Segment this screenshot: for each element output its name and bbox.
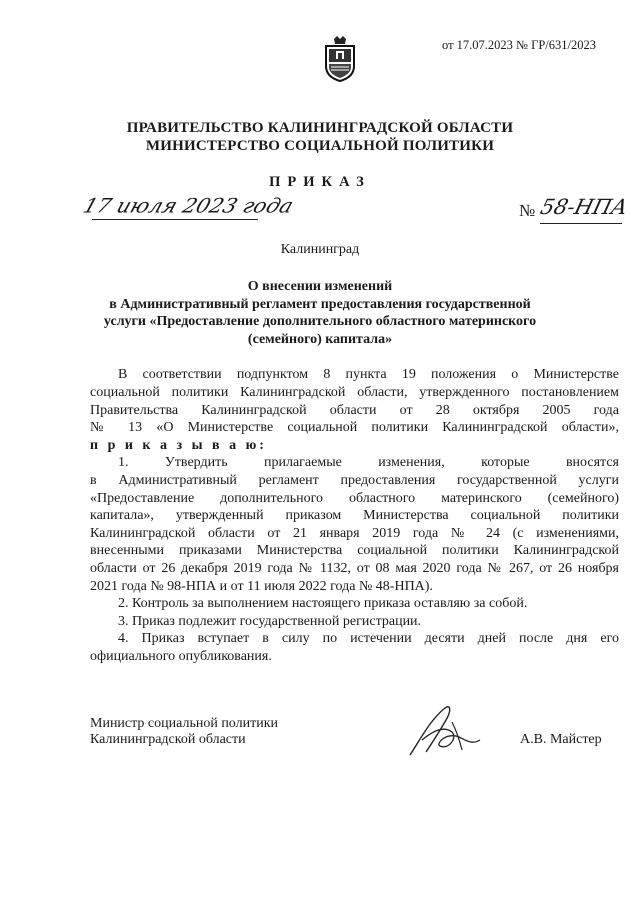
order-subject (100, 278, 540, 348)
number-sign: № (519, 201, 536, 220)
coat-of-arms-icon (323, 36, 357, 82)
body-line: В соответствии подпунктом 8 пункта 19 положения о Министерстве (118, 367, 619, 382)
body-line: 1. Утвердить прилагаемые изменения, которые вносятся (118, 455, 619, 470)
signature-icon (400, 700, 500, 760)
order-keyword-text: п р и к а з ы в а ю: (90, 438, 267, 453)
body-line: внесенными приказами Министерства социальной политики Калининградской (90, 543, 619, 558)
government-title: ПРАВИТЕЛЬСТВО КАЛИНИНГРАДСКОЙ ОБЛАСТИ (126, 120, 514, 136)
body-line: «Предоставление дополнительного областного материнского (семейного) (90, 491, 619, 506)
date-underline (92, 219, 258, 220)
subject-line: (семейного) капитала» (247, 331, 393, 347)
signer-name: А.В. Майстер (520, 732, 602, 747)
subject-line: в Административный регламент предоставления государственной (109, 296, 531, 312)
body-line: 3. Приказ подлежит государственной регистрации. (118, 614, 422, 629)
handwritten-date: 17 июля 2023 года (80, 194, 297, 218)
handwritten-number: 58-НПА (538, 195, 631, 219)
body-line: № 13 «О Министерстве социальной политики Калининградской области», (90, 420, 619, 435)
subject-line: услуги «Предоставление дополнительного областного материнского (103, 314, 537, 329)
body-line: 2021 года № 98-НПА и от 11 июля 2022 года № 48-НПА). (90, 579, 433, 594)
number-underline (540, 223, 622, 224)
body-line: области от 26 декабря 2019 года № 1132, от 08 мая 2020 года № 267, от 26 ноября (90, 561, 619, 576)
body-line: 4. Приказ вступает в силу по истечении десяти дней после дня его (118, 631, 619, 646)
signer-region: Калининградской области (90, 732, 246, 747)
registration-number: от 17.07.2023 № ГР/631/2023 (442, 38, 596, 52)
ministry-title: МИНИСТЕРСТВО СОЦИАЛЬНОЙ ПОЛИТИКИ (145, 138, 495, 154)
signer-position: Министр социальной политики (90, 716, 279, 731)
body-line: Правительства Калининградской области от 28 октября 2005 года (90, 403, 619, 418)
body-line: социальной политики Калининградской области, утвержденного постановлением (90, 385, 619, 400)
body-line: Калининградской области от 21 января 2019 года № 24 (с изменениями, (90, 526, 619, 541)
document-type: ПРИКАЗ (269, 174, 371, 190)
body-line: в Административный регламент предоставления государственной услуги (90, 473, 619, 488)
order-keyword (90, 437, 619, 455)
city-name: Калининград (280, 242, 360, 257)
body-line: капитала», утвержденный приказом Министерства социальной политики (90, 508, 619, 523)
subject-line: О внесении изменений (247, 279, 393, 294)
body-line: 2. Контроль за выполнением настоящего приказа оставляю за собой. (118, 596, 528, 611)
body-line: официального опубликования. (90, 649, 272, 664)
